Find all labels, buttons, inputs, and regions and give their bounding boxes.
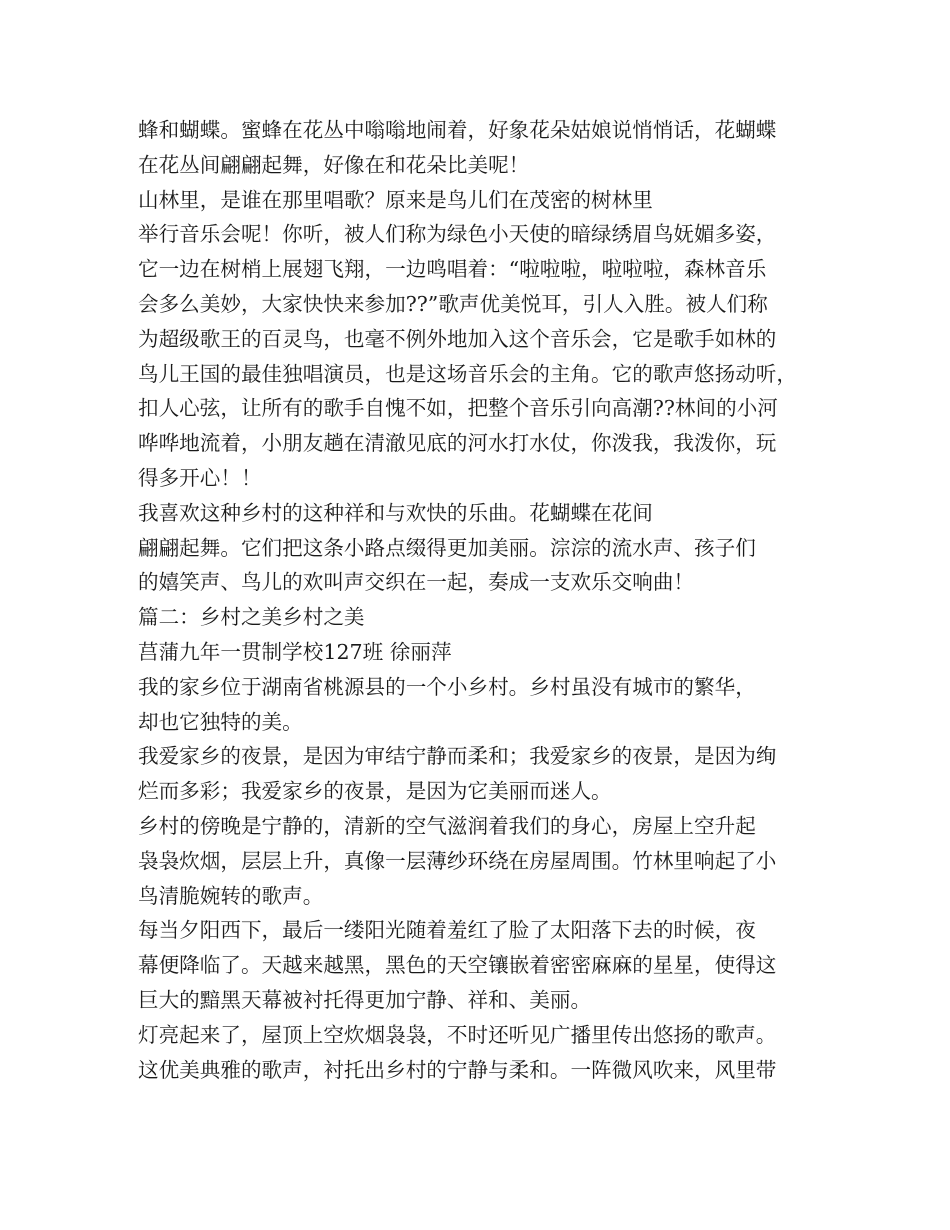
- text-line: 巨大的黯黑天幕被衬托得更加宁静、祥和、美丽。: [138, 987, 592, 1012]
- text-line: 我的家乡位于湖南省桃源县的一个小乡村。乡村虽没有城市的繁华，: [138, 674, 756, 699]
- text-line: 我爱家乡的夜景，是因为审结宁静而柔和；我爱家乡的夜景，是因为绚: [138, 744, 777, 769]
- text-line: 扣人心弦，让所有的歌手自愧不如，把整个音乐引向高潮??林间的小河: [138, 396, 778, 421]
- text-line: 烂而多彩；我爱家乡的夜景，是因为它美丽而迷人。: [138, 779, 612, 804]
- text-line: 它一边在树梢上展翅飞翔，一边鸣唱着：“啦啦啦，啦啦啦，森林音乐: [138, 257, 767, 282]
- text-line: 哗哗地流着，小朋友趟在清澈见底的河水打水仗，你泼我，我泼你，玩: [138, 431, 777, 456]
- text-line: 蜂和蝴蝶。蜜蜂在花丛中嗡嗡地闹着，好象花朵姑娘说悄悄话，花蝴蝶: [138, 118, 777, 142]
- text-line: 举行音乐会呢！你听，被人们称为绿色小天使的暗绿绣眉鸟妩媚多姿，: [138, 222, 777, 247]
- text-line: 鸟儿王国的最佳独唱演员，也是这场音乐会的主角。它的歌声悠扬动听，: [138, 361, 797, 386]
- text-line: 袅袅炊烟，层层上升，真像一层薄纱环绕在房屋周围。竹林里响起了小: [138, 848, 777, 873]
- text-line: 幕便降临了。天越来越黑，黑色的天空镶嵌着密密麻麻的星星，使得这: [138, 953, 777, 978]
- text-line: 的嬉笑声、鸟儿的欢叫声交织在一起，奏成一支欢乐交响曲！: [138, 570, 695, 595]
- text-line: 我喜欢这种乡村的这种祥和与欢快的乐曲。花蝴蝶在花间: [138, 500, 653, 525]
- text-line: 每当夕阳西下，最后一缕阳光随着羞红了脸了太阳落下去的时候，夜: [138, 918, 756, 943]
- text-line: 这优美典雅的歌声，衬托出乡村的宁静与柔和。一阵微风吹来，风里带: [138, 1057, 777, 1082]
- text-line: 鸟清脆婉转的歌声。: [138, 883, 324, 908]
- author-line: 莒蒲九年一贯制学校127班 徐丽萍: [138, 639, 452, 664]
- document-body: [138, 113, 828, 1087]
- text-line: 为超级歌王的百灵鸟，也毫不例外地加入这个音乐会，它是歌手如林的: [138, 326, 777, 351]
- text-line: 会多么美妙，大家快快来参加??”歌声优美悦耳，引人入胜。被人们称: [138, 291, 768, 316]
- text-line: 山林里，是谁在那里唱歌？原来是鸟儿们在茂密的树林里: [138, 187, 653, 212]
- text-line: 灯亮起来了，屋顶上空炊烟袅袅，不时还听见广播里传出悠扬的歌声。: [138, 1022, 777, 1047]
- text-line: 得多开心！！: [138, 465, 262, 490]
- text-line: 翩翩起舞。它们把这条小路点缀得更加美丽。淙淙的流水声、孩子们: [138, 535, 756, 560]
- text-line: 乡村的傍晚是宁静的，清新的空气滋润着我们的身心，房屋上空升起: [138, 813, 756, 838]
- section-heading: 篇二：乡村之美乡村之美: [138, 605, 365, 630]
- text-line: 在花丛间翩翩起舞，好像在和花朵比美呢！: [138, 152, 530, 177]
- text-line: 却也它独特的美。: [138, 709, 303, 734]
